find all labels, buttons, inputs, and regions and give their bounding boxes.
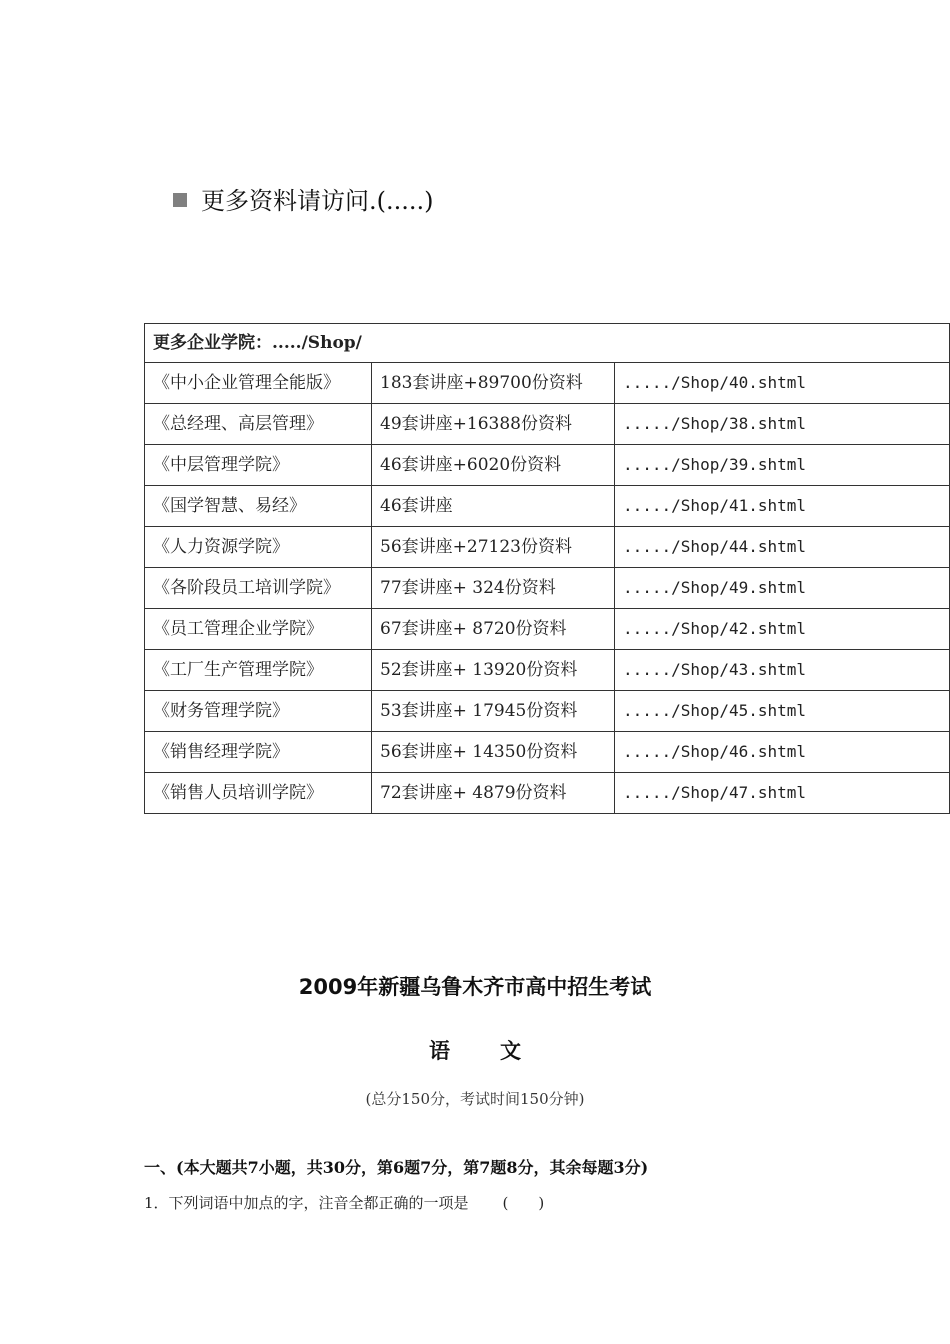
course-name-cell: 《工厂生产管理学院》: [145, 650, 372, 691]
notice-text: 更多资料请访问.(.....): [201, 187, 434, 215]
course-content-cell: 46套讲座+6020份资料: [372, 445, 615, 486]
table-row: [145, 445, 950, 486]
course-content-cell: 46套讲座: [372, 486, 615, 527]
course-link-cell: ...../Shop/39.shtml: [615, 445, 950, 486]
course-name-cell: 《销售经理学院》: [145, 732, 372, 773]
course-link-cell: ...../Shop/40.shtml: [615, 363, 950, 404]
answer-parentheses: ( ): [502, 1194, 545, 1212]
course-content-cell: 49套讲座+16388份资料: [372, 404, 615, 445]
course-content-cell: 52套讲座+ 13920份资料: [372, 650, 615, 691]
subject-char-2: 文: [500, 1038, 521, 1063]
course-link-cell: ...../Shop/41.shtml: [615, 486, 950, 527]
course-content-cell: 53套讲座+ 17945份资料: [372, 691, 615, 732]
course-link-cell: ...../Shop/38.shtml: [615, 404, 950, 445]
question-text: 1．下列词语中加点的字，注音全都正确的一项是: [144, 1194, 469, 1212]
exam-title: 2009年新疆乌鲁木齐市高中招生考试: [298, 975, 652, 999]
table-row: [145, 773, 950, 814]
subject-title: [0, 1034, 950, 1068]
course-name-cell: 《国学智慧、易经》: [145, 486, 372, 527]
course-content-cell: 77套讲座+ 324份资料: [372, 568, 615, 609]
course-content-cell: 67套讲座+ 8720份资料: [372, 609, 615, 650]
table-row: [145, 650, 950, 691]
course-link-cell: ...../Shop/49.shtml: [615, 568, 950, 609]
course-link-cell: ...../Shop/44.shtml: [615, 527, 950, 568]
course-link-cell: ...../Shop/46.shtml: [615, 732, 950, 773]
table-row: [145, 568, 950, 609]
score-note: (总分150分，考试时间150分钟): [365, 1090, 585, 1108]
section-heading: 一、(本大题共7小题，共30分，第6题7分，第7题8分，其余每题3分): [144, 1158, 649, 1177]
question-1: [144, 1190, 544, 1216]
table-row: [145, 404, 950, 445]
course-link-cell: ...../Shop/47.shtml: [615, 773, 950, 814]
notice-line: [173, 181, 434, 221]
course-link-cell: ...../Shop/45.shtml: [615, 691, 950, 732]
course-content-cell: 183套讲座+89700份资料: [372, 363, 615, 404]
course-name-cell: 《人力资源学院》: [145, 527, 372, 568]
course-content-cell: 72套讲座+ 4879份资料: [372, 773, 615, 814]
course-link-cell: ...../Shop/43.shtml: [615, 650, 950, 691]
course-name-cell: 《中小企业管理全能版》: [145, 363, 372, 404]
square-bullet-icon: [173, 193, 187, 207]
catalog-header: 更多企业学院：...../Shop/: [145, 324, 950, 363]
table-row: [145, 527, 950, 568]
course-name-cell: 《中层管理学院》: [145, 445, 372, 486]
subject-char-1: 语: [429, 1038, 450, 1063]
course-name-cell: 《销售人员培训学院》: [145, 773, 372, 814]
course-link-cell: ...../Shop/42.shtml: [615, 609, 950, 650]
course-name-cell: 《财务管理学院》: [145, 691, 372, 732]
catalog-table: [144, 323, 950, 814]
catalog-header-row: [145, 324, 950, 363]
course-content-cell: 56套讲座+ 14350份资料: [372, 732, 615, 773]
course-content-cell: 56套讲座+27123份资料: [372, 527, 615, 568]
course-name-cell: 《员工管理企业学院》: [145, 609, 372, 650]
course-name-cell: 《总经理、高层管理》: [145, 404, 372, 445]
table-row: [145, 732, 950, 773]
course-name-cell: 《各阶段员工培训学院》: [145, 568, 372, 609]
table-row: [145, 691, 950, 732]
table-row: [145, 609, 950, 650]
table-row: [145, 486, 950, 527]
table-row: [145, 363, 950, 404]
